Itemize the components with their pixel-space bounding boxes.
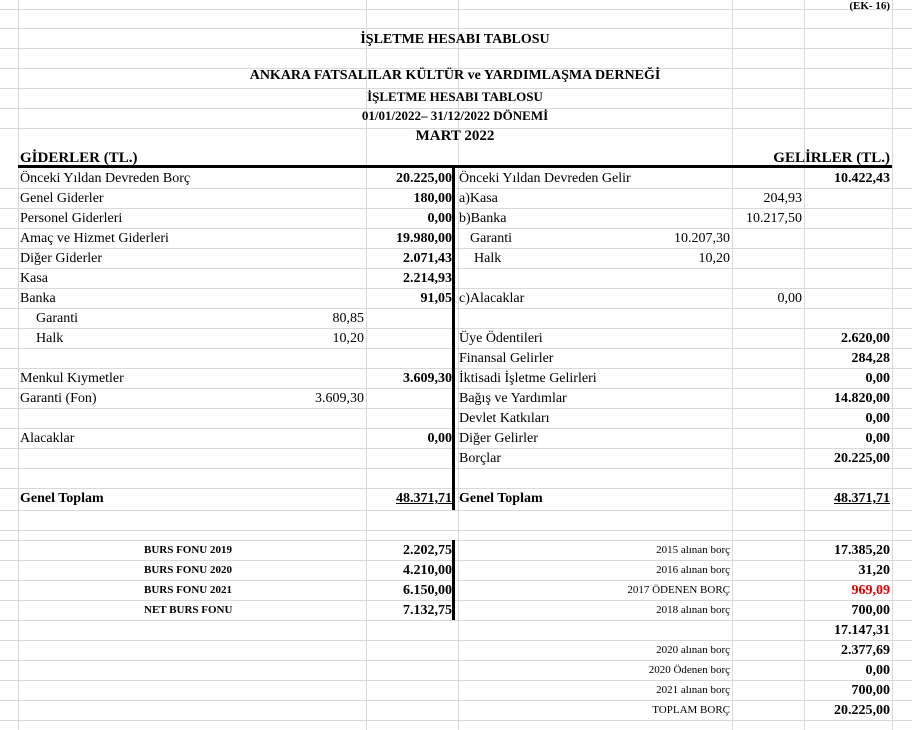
gelir-sub-label: Garanti (470, 231, 512, 246)
gider-value: 0,00 (427, 431, 452, 446)
borc-value: 0,00 (865, 663, 890, 678)
borc-value: 2.377,69 (841, 643, 890, 658)
burs-divider (452, 540, 455, 620)
gelir-label: Borçlar (459, 451, 501, 466)
gelir-devreden-value: 10.422,43 (834, 171, 890, 186)
burs-label: NET BURS FONU (144, 604, 233, 616)
burs-value: 7.132,75 (403, 603, 452, 618)
gider-total-label: Genel Toplam (20, 491, 104, 506)
gelir-kasa-value: 204,93 (763, 191, 802, 206)
gider-sub-value: 10,20 (332, 331, 364, 346)
giderler-heading: GİDERLER (TL.) (20, 150, 138, 166)
gelir-total-value: 48.371,71 (834, 491, 890, 506)
borc-subtotal-value: 17.147,31 (834, 623, 890, 638)
gelir-label: Devlet Katkıları (459, 411, 550, 426)
gider-label: Banka (20, 291, 56, 306)
gider-value: 180,00 (413, 191, 452, 206)
gelir-label: Diğer Gelirler (459, 431, 538, 446)
borc-value: 700,00 (851, 603, 890, 618)
gelir-kasa-label: a)Kasa (459, 191, 498, 206)
borc-label: 2015 alınan borç (656, 544, 730, 556)
gelir-total-label: Genel Toplam (459, 491, 543, 506)
gelir-value: 0,00 (865, 411, 890, 426)
gelir-banka-label: b)Banka (459, 211, 507, 226)
gider-value: 0,00 (427, 211, 452, 226)
gelir-alacak-label: c)Alacaklar (459, 291, 525, 306)
borc-total-label: TOPLAM BORÇ (652, 704, 730, 716)
month-label: MART 2022 (415, 128, 495, 144)
gider-sub-label: Halk (36, 331, 64, 346)
gelir-value: 14.820,00 (834, 391, 890, 406)
borc-label: 2020 alınan borç (656, 644, 730, 656)
gelir-value: 20.225,00 (834, 451, 890, 466)
borc-total-value: 20.225,00 (834, 703, 890, 718)
gider-sub-value: 80,85 (332, 311, 364, 326)
gelir-label: İktisadi İşletme Gelirleri (459, 371, 597, 386)
table-title: İŞLETME HESABI TABLOSU (367, 89, 543, 104)
gider-label: Alacaklar (20, 431, 75, 446)
gider-label: Kasa (20, 271, 48, 286)
gider-value: 20.225,00 (396, 171, 452, 186)
gelir-sub-label: Halk (474, 251, 502, 266)
gider-label: Menkul Kıymetler (20, 371, 124, 386)
gider-label: Önceki Yıldan Devreden Borç (20, 171, 191, 186)
borc-value: 700,00 (851, 683, 890, 698)
gider-value: 2.071,43 (403, 251, 452, 266)
gelir-alacak-value: 0,00 (777, 291, 802, 306)
borc-label: 2016 alınan borç (656, 564, 730, 576)
gider-label: Personel Giderleri (20, 211, 123, 226)
center-divider (452, 167, 455, 510)
gelir-value: 2.620,00 (841, 331, 890, 346)
gider-total-value: 48.371,71 (396, 491, 452, 506)
gider-value: 19.980,00 (396, 231, 452, 246)
gider-label: Diğer Giderler (20, 251, 103, 266)
gelir-sub-value: 10,20 (698, 251, 730, 266)
gelir-sub-value: 10.207,30 (674, 231, 730, 246)
borc-label: 2020 Ödenen borç (648, 664, 730, 676)
burs-value: 2.202,75 (403, 543, 452, 558)
borc-label: 2018 alınan borç (656, 604, 730, 616)
gider-value: 2.214,93 (403, 271, 452, 286)
burs-label: BURS FONU 2021 (144, 584, 233, 596)
gelir-devreden-label: Önceki Yıldan Devreden Gelir (459, 171, 631, 186)
gider-fon-value: 3.609,30 (315, 391, 364, 406)
gider-fon-label: Garanti (Fon) (20, 391, 97, 406)
gelir-value: 0,00 (865, 431, 890, 446)
gelir-label: Bağış ve Yardımlar (459, 391, 567, 406)
gider-value: 3.609,30 (403, 371, 452, 386)
burs-label: BURS FONU 2019 (144, 544, 233, 556)
gider-label: Genel Giderler (20, 191, 104, 206)
gelir-value: 0,00 (865, 371, 890, 386)
burs-value: 4.210,00 (403, 563, 452, 578)
page-title: İŞLETME HESABI TABLOSU (360, 32, 550, 47)
borc-value: 17.385,20 (834, 543, 890, 558)
burs-label: BURS FONU 2020 (144, 564, 233, 576)
burs-value: 6.150,00 (403, 583, 452, 598)
gider-label: Amaç ve Hizmet Giderleri (20, 231, 169, 246)
gelirler-heading: GELİRLER (TL.) (773, 150, 890, 166)
gelir-label: Üye Ödentileri (459, 331, 543, 346)
period-label: 01/01/2022– 31/12/2022 DÖNEMİ (361, 108, 549, 123)
organization-name: ANKARA FATSALILAR KÜLTÜR ve YARDIMLAŞMA DERNEĞİ (249, 68, 661, 83)
gelir-banka-value: 10.217,50 (746, 211, 802, 226)
gelir-label: Finansal Gelirler (459, 351, 554, 366)
borc-value: 969,09 (851, 583, 890, 598)
gider-value: 91,05 (420, 291, 452, 306)
borc-value: 31,20 (858, 563, 890, 578)
appendix-label: (EK- 16) (849, 0, 890, 12)
borc-label: 2021 alınan borç (656, 684, 730, 696)
gider-sub-label: Garanti (36, 311, 78, 326)
gelir-value: 284,28 (851, 351, 890, 366)
borc-label: 2017 ÖDENEN BORÇ (627, 584, 730, 596)
